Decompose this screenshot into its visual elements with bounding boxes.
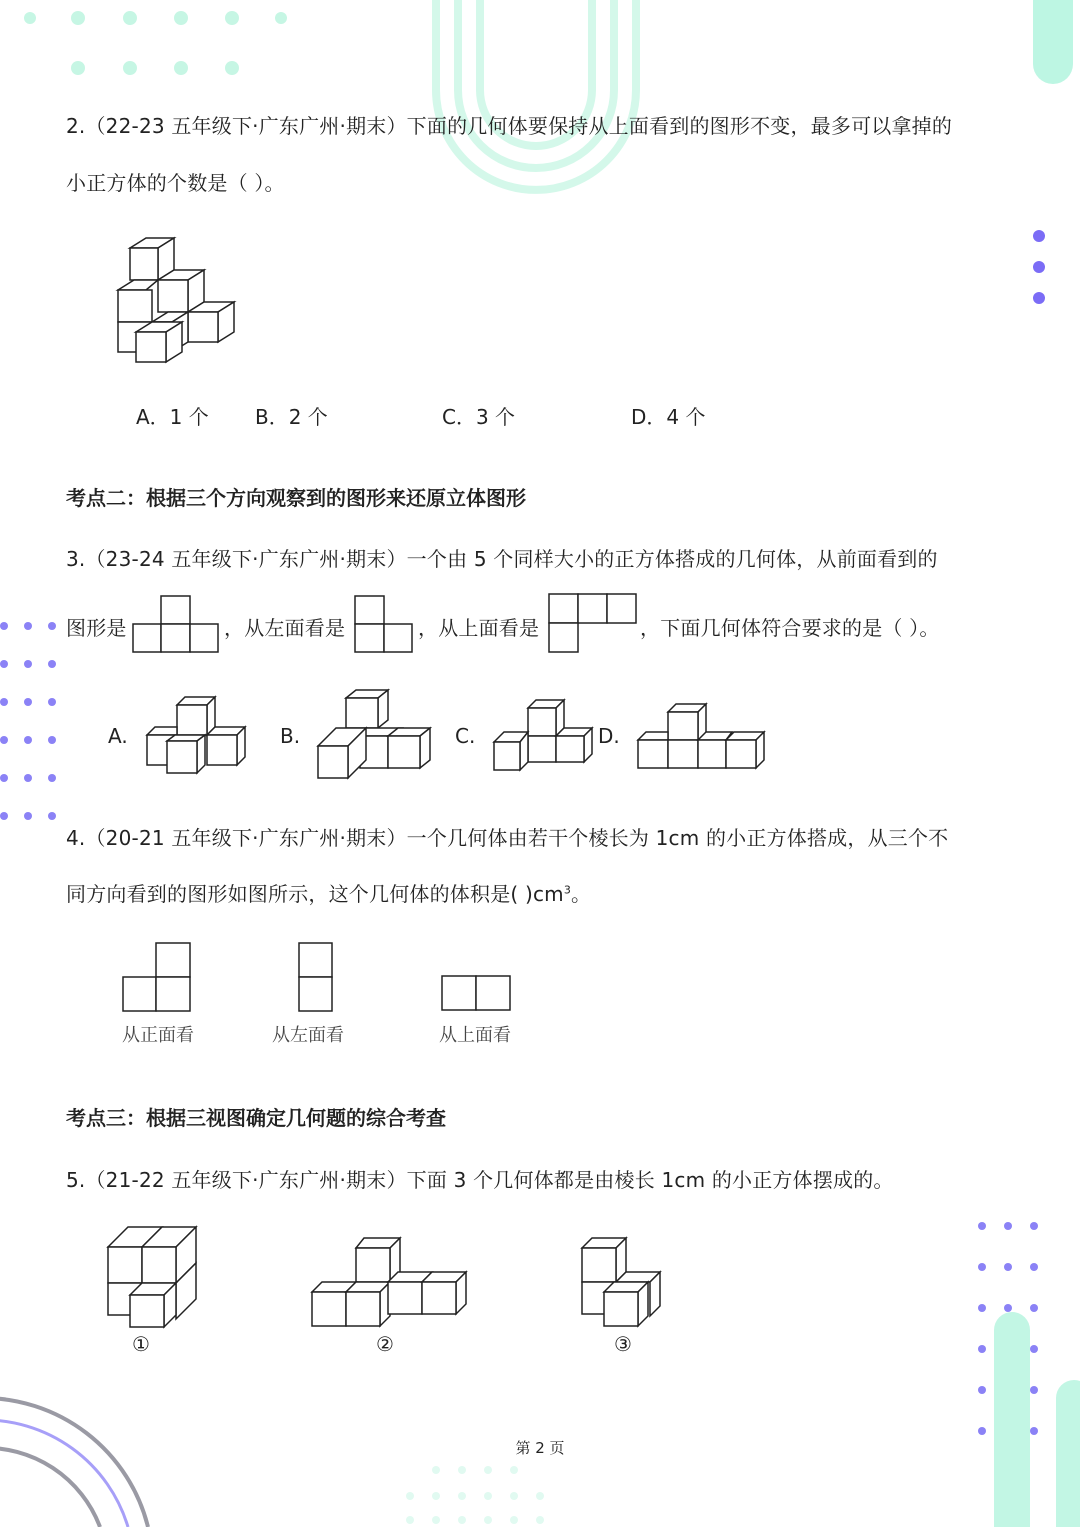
q3-option-b[interactable]: B. <box>280 724 301 748</box>
q5-line1: 5.（21-22 五年级下·广东广州·期末）下面 3 个几何体都是由棱长 1cm 的小正方体摆成的。 <box>66 1168 894 1192</box>
q3-option-b-figure <box>316 688 434 780</box>
q3-seg3: ，从上面看是 <box>418 616 540 640</box>
q3-left-view <box>354 595 414 653</box>
q3-option-a[interactable]: A. <box>108 724 128 748</box>
q3-option-c-figure <box>492 698 594 773</box>
section3-heading: 考点三：根据三视图确定几何题的综合考查 <box>66 1106 446 1130</box>
q3-seg4: ，下面几何体符合要求的是（ ）。 <box>640 616 940 640</box>
q5-figure-2 <box>310 1236 470 1328</box>
q5-label-3: ③ <box>614 1332 632 1356</box>
q2-cube-figure <box>110 232 240 367</box>
q4-line1: 4.（20-21 五年级下·广东广州·期末）一个几何体由若干个棱长为 1cm 的小正方体搭成，从三个不 <box>66 826 949 850</box>
q4-line2-end: 。 <box>571 882 592 906</box>
q5-figure-3 <box>580 1236 664 1330</box>
q4-line2-text: 同方向看到的图形如图所示，这个几何体的体积是( )cm <box>66 882 564 906</box>
page-number: 第 2 页 <box>515 1439 565 1457</box>
q3-option-a-figure <box>145 695 247 775</box>
section2-heading: 考点二：根据三个方向观察到的图形来还原立体图形 <box>66 486 526 510</box>
q5-label-1: ① <box>132 1332 150 1356</box>
q5-label-2: ② <box>376 1332 394 1356</box>
q4-unit-exponent: 3 <box>563 883 572 897</box>
q2-line1: 2.（22-23 五年级下·广东广州·期末）下面的几何体要保持从上面看到的图形不变，最多可以拿掉的 <box>66 114 953 138</box>
q2-option-d[interactable]: D．4 个 <box>631 405 706 429</box>
q3-seg1: 图形是 <box>66 616 127 640</box>
q2-line2: 小正方体的个数是（ ）。 <box>66 171 285 195</box>
q3-top-view <box>548 593 638 653</box>
q3-option-d-figure <box>636 702 768 772</box>
q4-caption-top: 从上面看 <box>439 1025 511 1046</box>
q3-front-view <box>132 595 220 653</box>
q3-option-c[interactable]: C. <box>455 724 476 748</box>
q4-front-view <box>122 942 192 1014</box>
q2-option-a[interactable]: A．1 个 <box>136 405 209 429</box>
q4-caption-front: 从正面看 <box>122 1025 194 1046</box>
q3-seg2: ，从左面看是 <box>224 616 346 640</box>
q3-line1: 3.（23-24 五年级下·广东广州·期末）一个由 5 个同样大小的正方体搭成的几何体，从前面看到的 <box>66 547 938 571</box>
q5-figure-1 <box>106 1225 200 1329</box>
q4-left-view <box>298 942 334 1014</box>
q3-option-d[interactable]: D. <box>598 724 620 748</box>
q4-line2 <box>66 878 591 907</box>
q4-top-view <box>441 975 513 1013</box>
q2-option-b[interactable]: B．2 个 <box>255 405 328 429</box>
q4-caption-left: 从左面看 <box>272 1025 344 1046</box>
q2-option-c[interactable]: C．3 个 <box>442 405 516 429</box>
